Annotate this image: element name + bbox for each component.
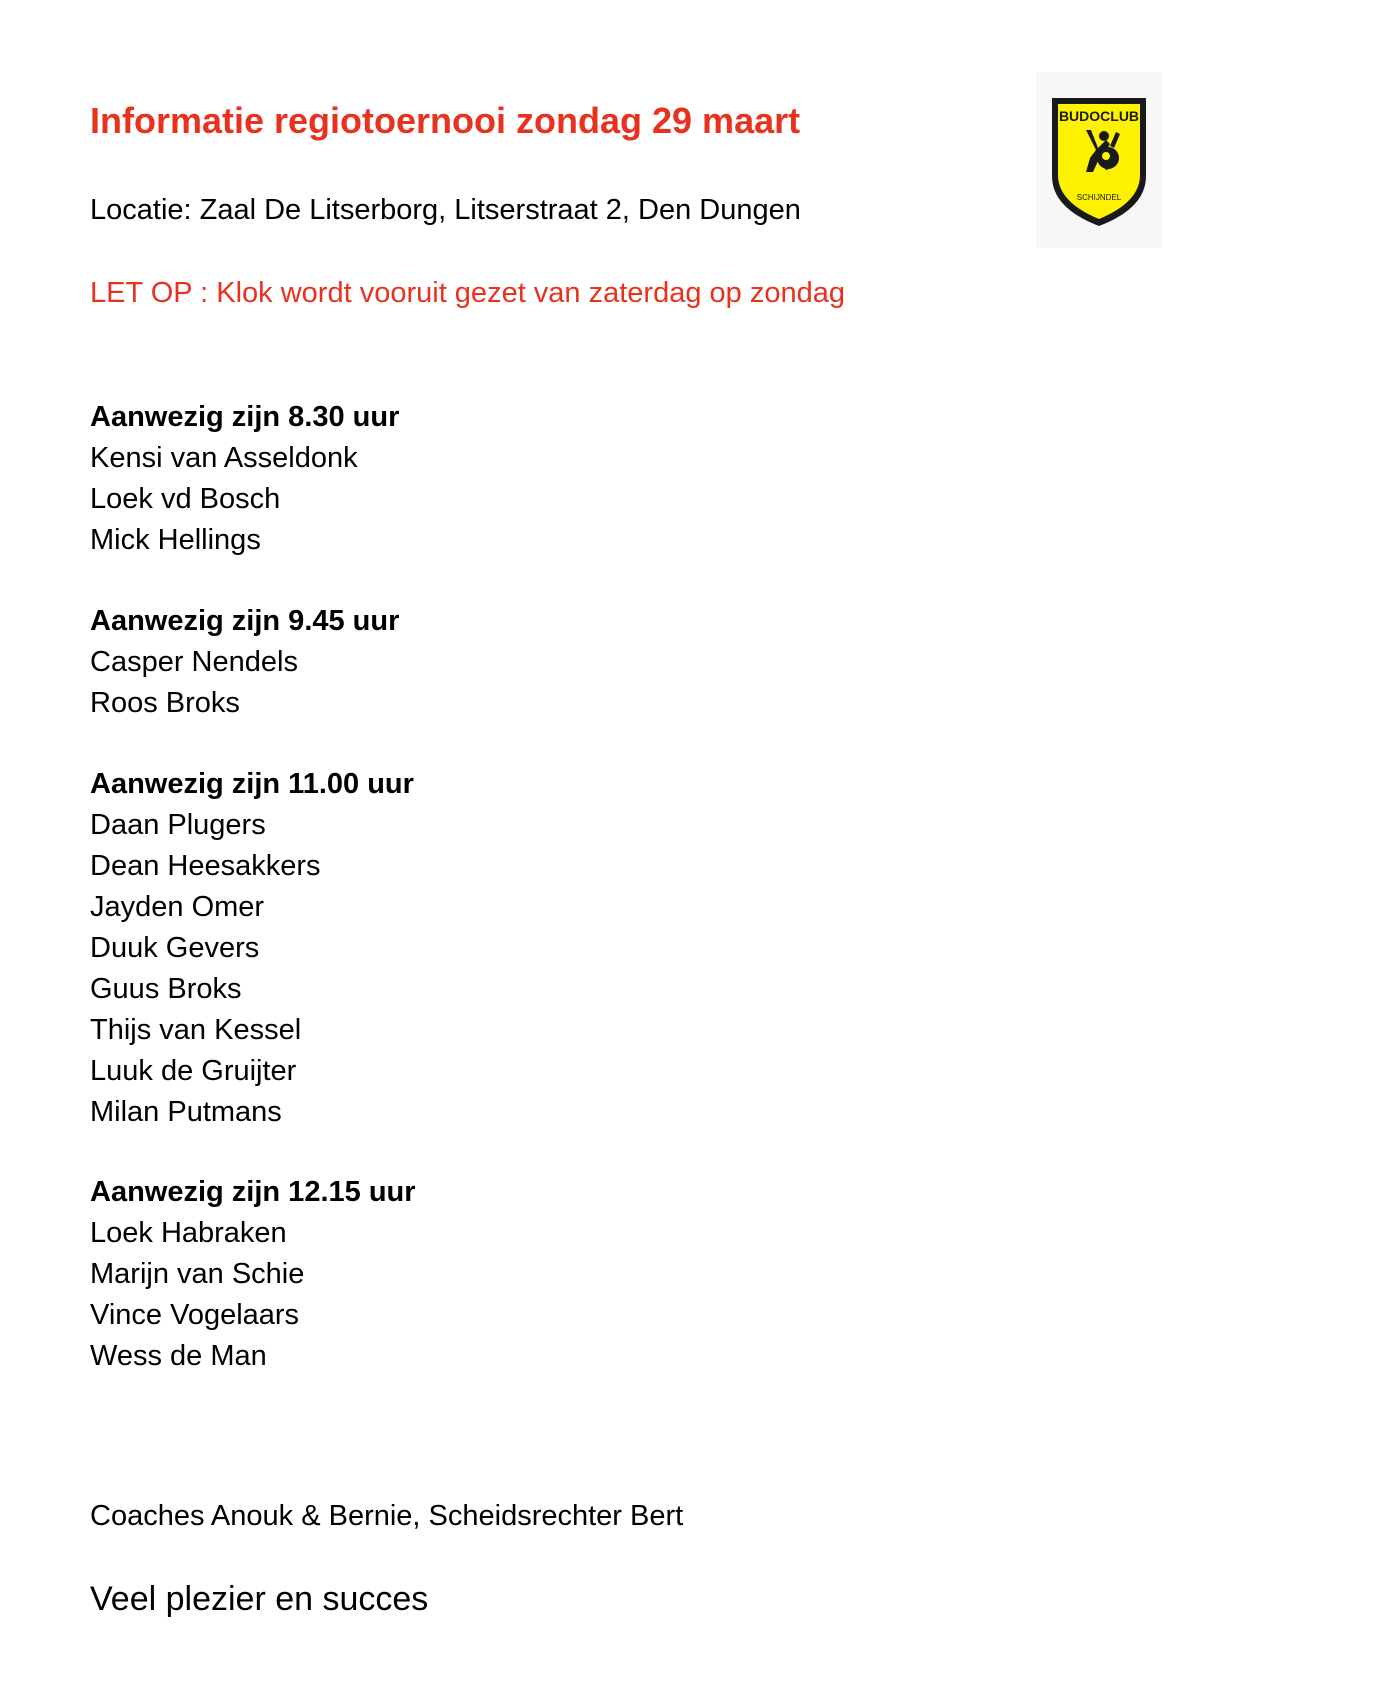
attendance-group bbox=[90, 1172, 416, 1377]
list-item: Daan Plugers bbox=[90, 809, 266, 841]
closing-line: Veel plezier en succes bbox=[90, 1580, 429, 1618]
list-item: Guus Broks bbox=[90, 973, 242, 1005]
list-item: Marijn van Schie bbox=[90, 1258, 305, 1290]
list-item: Kensi van Asseldonk bbox=[90, 442, 358, 474]
warning-line: LET OP : Klok wordt vooruit gezet van zaterdag op zondag bbox=[90, 277, 845, 309]
list-item: Loek Habraken bbox=[90, 1217, 287, 1249]
list-item: Vince Vogelaars bbox=[90, 1299, 300, 1331]
list-item: Milan Putmans bbox=[90, 1096, 282, 1128]
attendance-group bbox=[90, 397, 399, 561]
list-item: Luuk de Gruijter bbox=[90, 1055, 297, 1087]
coaches-line: Coaches Anouk & Bernie, Scheidsrechter Bert bbox=[90, 1500, 684, 1532]
list-item: Thijs van Kessel bbox=[90, 1014, 302, 1046]
list-item: Casper Nendels bbox=[90, 646, 298, 678]
list-item: Dean Heesakkers bbox=[90, 850, 321, 882]
list-item: Jayden Omer bbox=[90, 891, 265, 923]
attendance-group bbox=[90, 601, 399, 724]
logo-top-text: BUDOCLUB bbox=[1058, 108, 1140, 124]
attendance-group bbox=[90, 764, 414, 1133]
logo-bottom-text: SCHIJNDEL bbox=[1076, 193, 1122, 202]
name-list bbox=[90, 642, 399, 724]
list-item: Roos Broks bbox=[90, 687, 240, 719]
group-heading: Aanwezig zijn 11.00 uur bbox=[90, 768, 414, 800]
budoclub-schijndel-shield-logo-icon bbox=[1046, 92, 1152, 230]
location-line: Locatie: Zaal De Litserborg, Litserstraat 2, Den Dungen bbox=[90, 194, 801, 226]
name-list bbox=[90, 438, 399, 561]
budoclub-logo bbox=[1036, 72, 1162, 248]
list-item: Duuk Gevers bbox=[90, 932, 260, 964]
group-heading: Aanwezig zijn 9.45 uur bbox=[90, 605, 400, 637]
group-heading: Aanwezig zijn 12.15 uur bbox=[90, 1176, 416, 1208]
group-heading: Aanwezig zijn 8.30 uur bbox=[90, 401, 400, 433]
list-item: Mick Hellings bbox=[90, 524, 261, 556]
list-item: Loek vd Bosch bbox=[90, 483, 281, 515]
name-list bbox=[90, 1213, 416, 1377]
name-list bbox=[90, 805, 414, 1133]
list-item: Wess de Man bbox=[90, 1340, 267, 1372]
document-title: Informatie regiotoernooi zondag 29 maart bbox=[90, 100, 801, 141]
